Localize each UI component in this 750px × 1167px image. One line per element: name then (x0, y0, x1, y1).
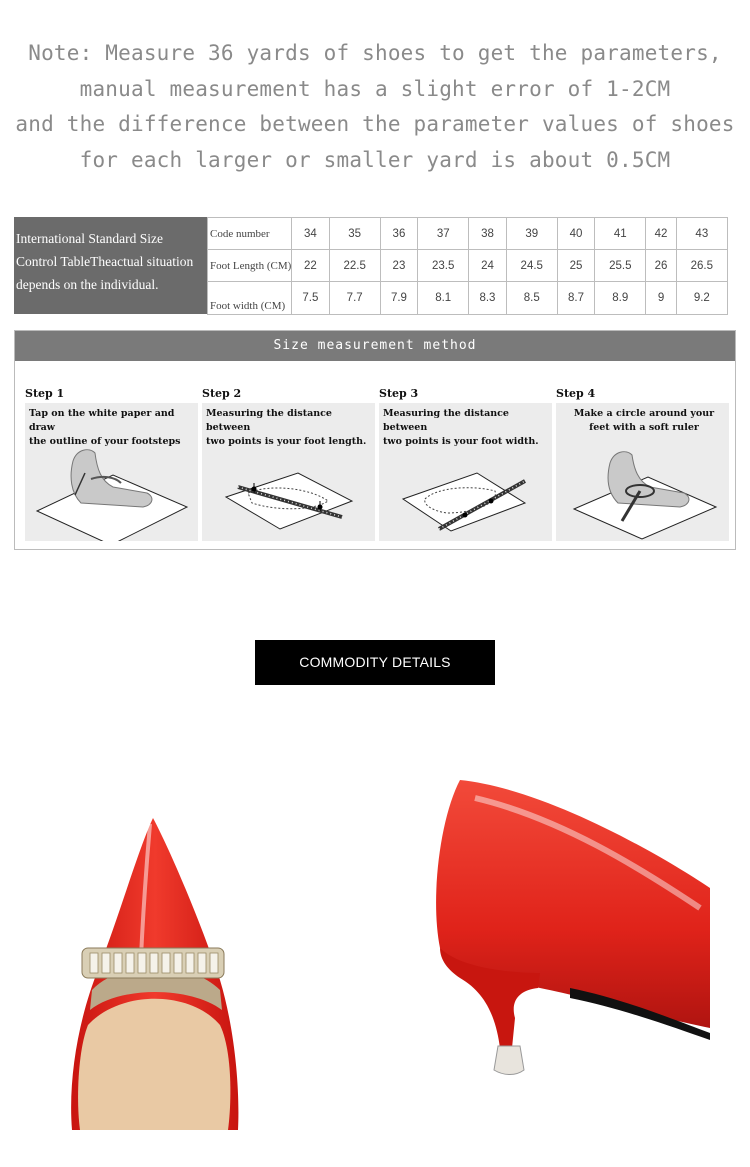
table-row (208, 250, 728, 282)
foot-outline-icon (556, 433, 729, 541)
table-cell: 8.1 (418, 282, 469, 315)
table-cell: 23.5 (418, 250, 469, 282)
note-line: and the difference between the parameter values of shoes (15, 112, 735, 136)
step-title: Step 3 (379, 387, 419, 400)
step-line: Measuring the distance between (383, 408, 509, 433)
table-cell: 38 (469, 218, 506, 250)
step-line: Make a circle around your (573, 408, 715, 419)
table-cell: 22 (292, 250, 329, 282)
table-cell: 9 (646, 282, 676, 315)
table-cell: 8.7 (557, 282, 594, 315)
note-line: manual measurement has a slight error of 1-2CM (79, 76, 671, 101)
measurement-panel (14, 330, 736, 550)
size-table (14, 217, 728, 314)
step-3 (379, 381, 552, 541)
step-card (556, 403, 729, 541)
description-line: International Standard Size (16, 231, 163, 246)
table-cell: 8.9 (595, 282, 646, 315)
row-label: Code number (208, 218, 292, 250)
size-table-description (14, 217, 207, 314)
step-line: Measuring the distance between (206, 408, 332, 433)
step-title: Step 4 (556, 387, 596, 400)
table-cell: 7.9 (380, 282, 417, 315)
table-cell: 43 (676, 218, 727, 250)
table-row (208, 218, 728, 250)
step-line: Tap on the white paper and draw (29, 408, 175, 433)
step-card (25, 403, 198, 541)
commodity-details-banner: COMMODITY DETAILS (255, 640, 495, 685)
description-line: depends on the individual. (16, 277, 159, 292)
note-line: for each larger or smaller yard is about 0.5CM (79, 147, 671, 172)
foot-outline-icon (25, 433, 198, 541)
table-cell: 22.5 (329, 250, 380, 282)
table-cell: 37 (418, 218, 469, 250)
table-cell: 36 (380, 218, 417, 250)
size-grid (207, 217, 728, 315)
step-title: Step 1 (25, 387, 65, 400)
size-note (0, 36, 750, 178)
measurement-title: Size measurement method (15, 331, 735, 361)
step-line: feet with a soft ruler (589, 422, 699, 433)
table-cell: 7.5 (292, 282, 329, 315)
table-cell: 9.2 (676, 282, 727, 315)
shoe-heel-image (420, 778, 720, 1088)
step-4 (556, 381, 729, 541)
step-line: the outline of your footsteps (29, 436, 181, 447)
shoe-top-view-image (60, 810, 250, 1130)
table-cell: 42 (646, 218, 676, 250)
step-title: Step 2 (202, 387, 242, 400)
step-card (379, 403, 552, 541)
description-line: Control TableTheactual situation (16, 254, 194, 269)
table-cell: 35 (329, 218, 380, 250)
table-cell: 24.5 (506, 250, 557, 282)
step-card (202, 403, 375, 541)
table-cell: 23 (380, 250, 417, 282)
table-cell: 25.5 (595, 250, 646, 282)
table-row (208, 282, 728, 315)
note-line: Note: Measure 36 yards of shoes to get the parameters, (28, 41, 722, 65)
table-cell: 7.7 (329, 282, 380, 315)
row-label: Foot width (CM) (208, 282, 292, 315)
step-line: two points is your foot length. (206, 436, 367, 447)
ruler-icon (202, 433, 375, 541)
table-cell: 26.5 (676, 250, 727, 282)
table-cell: 40 (557, 218, 594, 250)
rhinestone-buckle (82, 948, 224, 978)
table-cell: 34 (292, 218, 329, 250)
table-cell: 25 (557, 250, 594, 282)
table-cell: 8.5 (506, 282, 557, 315)
step-text (560, 407, 728, 435)
ruler-icon (379, 433, 552, 541)
table-cell: 39 (506, 218, 557, 250)
table-cell: 26 (646, 250, 676, 282)
step-line: two points is your foot width. (383, 436, 539, 447)
step-2 (202, 381, 375, 541)
table-cell: 41 (595, 218, 646, 250)
table-cell: 8.3 (469, 282, 506, 315)
step-1 (25, 381, 198, 541)
table-cell: 24 (469, 250, 506, 282)
row-label: Foot Length (CM) (208, 250, 292, 282)
